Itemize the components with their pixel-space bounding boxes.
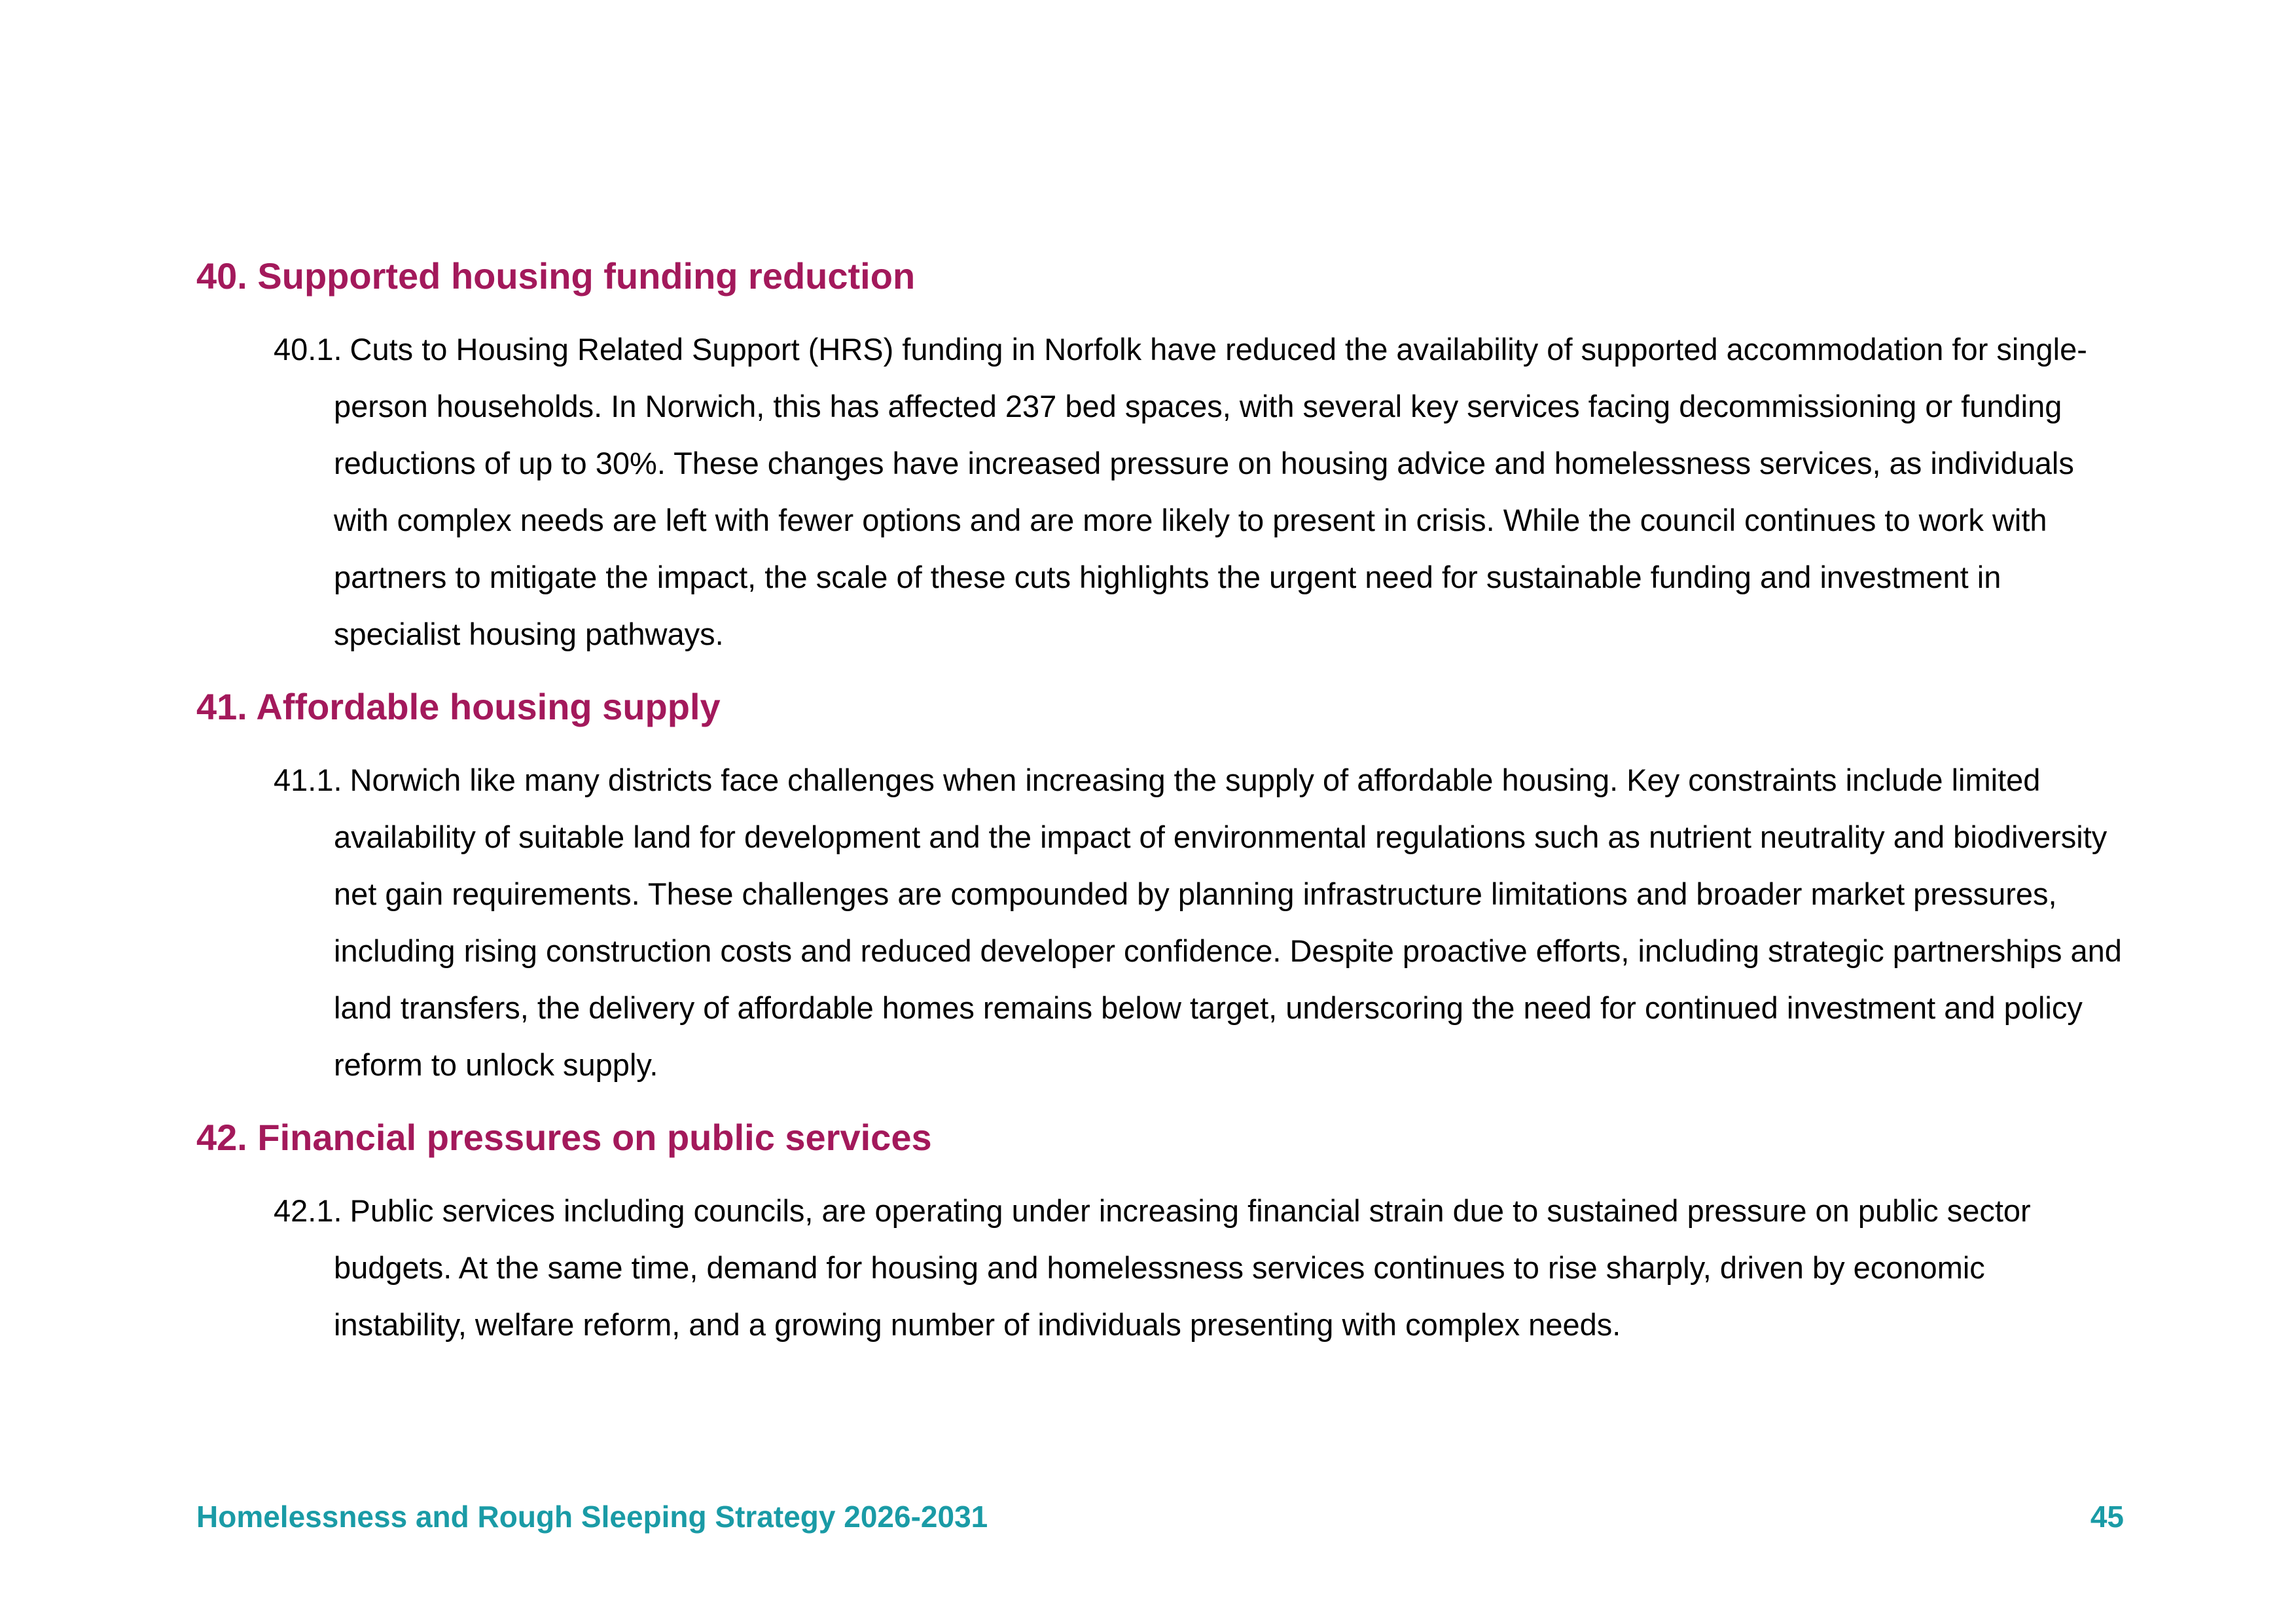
page-footer (196, 1494, 2124, 1540)
section-40 (196, 250, 2124, 662)
footer-page-number: 45 (2090, 1500, 2124, 1534)
numbered-paragraph (196, 1182, 2124, 1353)
section-heading: 41. Affordable housing supply (196, 686, 721, 727)
page-content (196, 250, 2124, 1353)
paragraph-number: 42.1. (274, 1193, 342, 1228)
numbered-paragraph (196, 751, 2124, 1093)
paragraph-text: Public services including councils, are operating under increasing financial strain due to sustained pressure on public sector budgets. At the same time, demand for housing and homelessness services continues to rise sharply, driven by economic instability, welfare reform, and a growing number of individuals presenting with complex needs. (334, 1193, 2031, 1342)
paragraph-text: Norwich like many districts face challenges when increasing the supply of affordable housing. Key constraints include limited availability of suitable land for development and the impact of environmental regulations such as nutrient neutrality and biodiversity net gain requirements. These challenges are compounded by planning infrastructure limitations and broader market pressures, including rising construction costs and reduced developer confidence. Despite proactive efforts, including strategic partnerships and land transfers, the delivery of affordable homes remains below target, underscoring the need for continued investment and policy reform to unlock supply. (334, 763, 2122, 1082)
paragraph-text: Cuts to Housing Related Support (HRS) funding in Norfolk have reduced the availability of supported accommodation for single-person households. In Norwich, this has affected 237 bed spaces, with several key services facing decommissioning or funding reductions of up to 30%. These changes have increased pressure on housing advice and homelessness services, as individuals with complex needs are left with fewer options and are more likely to present in crisis. While the council continues to work with partners to mitigate the impact, the scale of these cuts highlights the urgent need for sustainable funding and investment in specialist housing pathways. (334, 332, 2087, 651)
numbered-paragraph (196, 321, 2124, 662)
section-41 (196, 681, 2124, 1093)
section-heading: 40. Supported housing funding reduction (196, 255, 916, 297)
footer-document-title: Homelessness and Rough Sleeping Strategy 2026-2031 (196, 1500, 988, 1534)
paragraph-number: 40.1. (274, 332, 342, 367)
section-42 (196, 1111, 2124, 1353)
section-heading: 42. Financial pressures on public services (196, 1117, 932, 1158)
paragraph-number: 41.1. (274, 763, 342, 797)
